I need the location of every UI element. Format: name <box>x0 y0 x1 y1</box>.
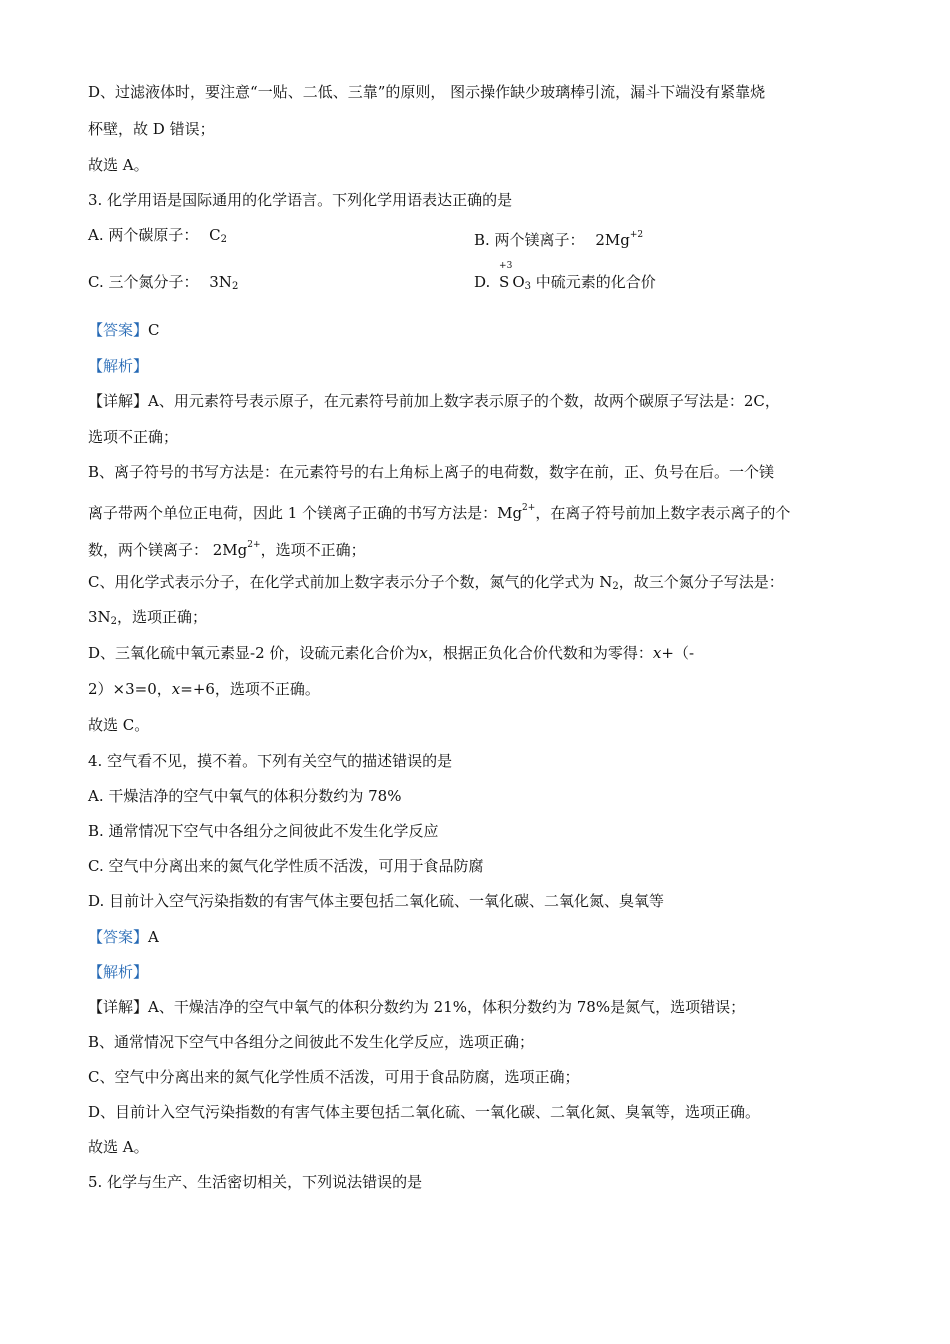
q3-answer-tag: 【答案】 <box>88 321 149 339</box>
q3-option-d <box>474 261 656 297</box>
q4-stem: 4. 空气看不见，摸不着。下列有关空气的描述错误的是 <box>88 752 453 770</box>
q3-detail-b-line2: 离子带两个单位正电荷，因此 1 个镁离子正确的书写方法是：$Mg^{2+}$，在离子符号前加上数字表示离子的个 <box>88 503 791 522</box>
q3-detail-d-line1: D、三氧化硫中氧元素显-2 价，设硫元素化合价为x，根据正负化合价代数和为零得：x+（- <box>88 644 695 662</box>
q4-answer <box>88 927 159 947</box>
q3-detail-a-line1: 【详解】A、用元素符号表示原子，在元素符号前加上数字表示原子的个数，故两个碳原子写法是：2C， <box>88 392 780 410</box>
q3-option-c <box>88 272 238 297</box>
q3-option-d-valence: +3 <box>499 261 513 271</box>
q3-detail-tag: 【详解】 <box>88 392 149 410</box>
q3-conclusion: 故选 C。 <box>88 716 150 734</box>
q5-stem: 5. 化学与生产、生活密切相关，下列说法错误的是 <box>88 1173 423 1191</box>
q4-detail-a: 【详解】A、干燥洁净的空气中氧气的体积分数约为 21%，体积分数约为 78%是氮气，选项错误； <box>88 998 746 1016</box>
q3-detail-d-line2: 2）×3=0，x=+6，选项不正确。 <box>88 680 320 698</box>
q3-option-a-label: A. 两个碳原子： <box>88 226 199 244</box>
q2-conclusion: 故选 A。 <box>88 156 149 174</box>
q3-detail-b-line1: B、离子符号的书写方法是：在元素符号的右上角标上离子的电荷数，数字在前，正、负号在后。一个镁 <box>88 463 775 481</box>
q4-analysis-tag: 【解析】 <box>88 963 149 981</box>
q3-option-a-formula: $C_2$ <box>209 226 228 245</box>
q4-answer-value: A <box>148 928 159 946</box>
q3-option-d-label: D. <box>474 273 491 291</box>
q3-option-d-text: 中硫元素的化合价 <box>535 273 656 291</box>
q3-option-b-formula: $2Mg^{+2}$ <box>595 230 644 249</box>
q3-option-c-formula: $3N_2$ <box>209 273 239 292</box>
q3-option-d-formula: +3 S $O_3$ <box>499 272 531 297</box>
q3-answer-value: C <box>148 321 160 339</box>
q3-option-b-label: B. 两个镁离子： <box>474 231 585 249</box>
q4-detail-b: B、通常情况下空气中各组分之间彼此不发生化学反应，选项正确； <box>88 1033 535 1051</box>
q4-detail-d: D、目前计入空气污染指数的有害气体主要包括二氧化硫、一氧化碳、二氧化氮、臭氧等，选项正确。 <box>88 1103 761 1121</box>
q2-option-d-explanation-line1: D、过滤液体时，要注意“一贴、二低、三靠”的原则， 图示操作缺少玻璃棒引流，漏斗下端没有紧靠烧 <box>88 83 766 101</box>
q3-detail-c-line1: C、用化学式表示分子，在化学式前加上数字表示分子个数，氮气的化学式为 $N_2$，故三个氮分子写法是： <box>88 573 784 592</box>
q3-stem: 3. 化学用语是国际通用的化学语言。下列化学用语表达正确的是 <box>88 191 513 209</box>
q3-detail-a-line2: 选项不正确； <box>88 428 179 446</box>
q4-conclusion: 故选 A。 <box>88 1138 149 1156</box>
q4-option-a: A. 干燥洁净的空气中氧气的体积分数约为 78% <box>88 787 402 805</box>
q3-answer <box>88 320 160 340</box>
q3-option-a <box>88 225 227 250</box>
q3-detail-c-line2: $3N_2$，选项正确； <box>88 608 208 627</box>
q3-option-c-label: C. 三个氮分子： <box>88 273 199 291</box>
q4-option-b: B. 通常情况下空气中各组分之间彼此不发生化学反应 <box>88 822 439 840</box>
q4-option-c: C. 空气中分离出来的氮气化学性质不活泼，可用于食品防腐 <box>88 857 484 875</box>
q4-answer-tag: 【答案】 <box>88 928 149 946</box>
q4-option-d: D. 目前计入空气污染指数的有害气体主要包括二氧化硫、一氧化碳、二氧化氮、臭氧等 <box>88 892 665 910</box>
q3-option-b <box>474 225 643 250</box>
q4-detail-c: C、空气中分离出来的氮气化学性质不活泼，可用于食品防腐，选项正确； <box>88 1068 580 1086</box>
q3-analysis-tag: 【解析】 <box>88 357 149 375</box>
q4-detail-tag: 【详解】 <box>88 998 149 1016</box>
q2-option-d-explanation-line2: 杯壁，故 D 错误； <box>88 120 215 138</box>
q3-detail-b-line3: 数，两个镁离子： $2Mg^{2+}$，选项不正确； <box>88 540 366 559</box>
